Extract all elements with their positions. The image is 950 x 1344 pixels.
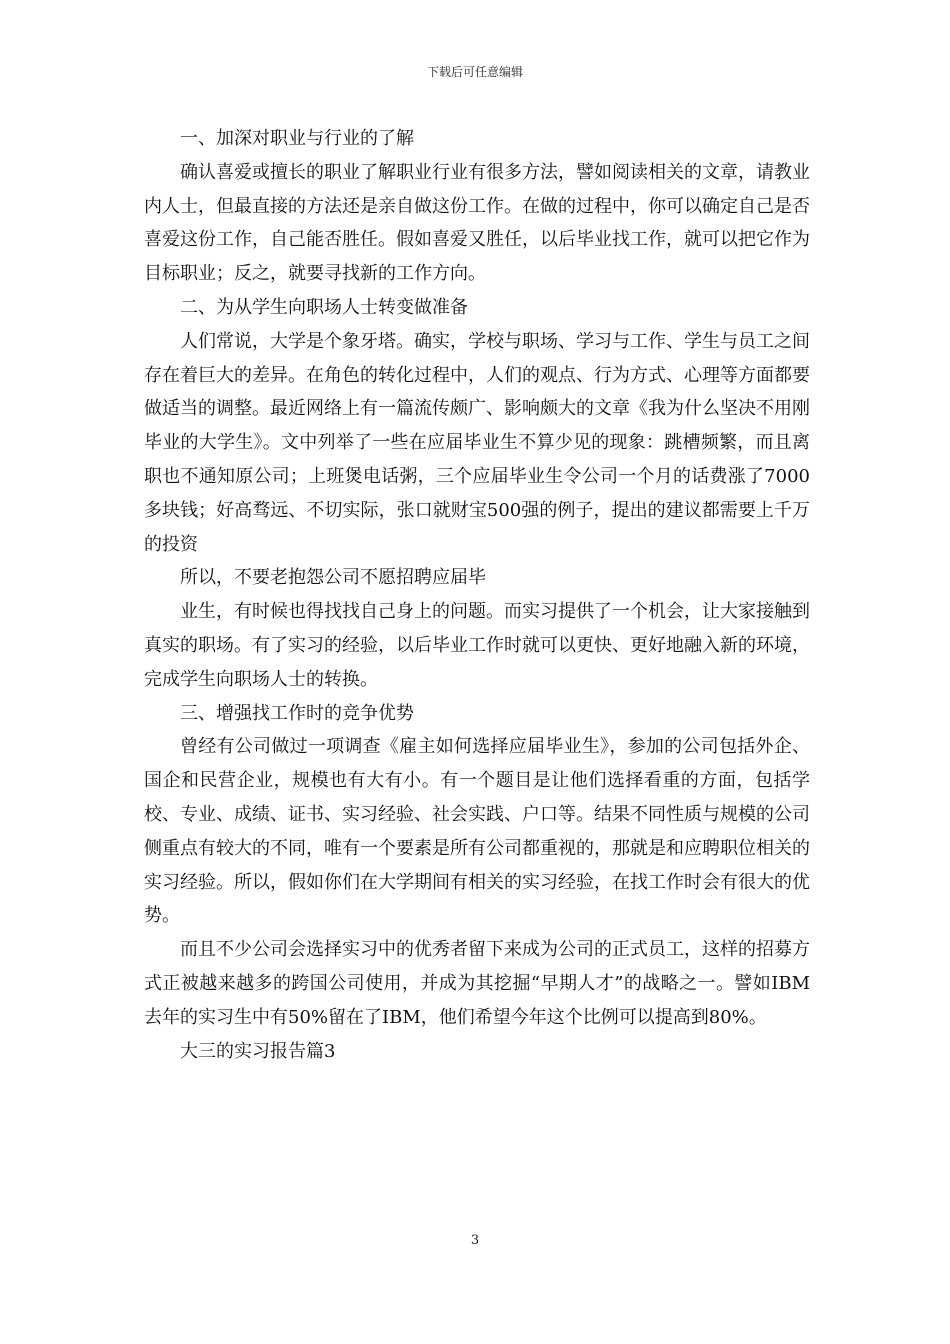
body-paragraph: 业生，有时候也得找找自己身上的问题。而实习提供了一个机会，让大家接触到真实的职场。有了实习的经验，以后毕业工作时就可以更快、更好地融入新的环境，完成学生向职场人士的转换。 bbox=[144, 601, 810, 690]
heading-section-3: 三、增强找工作时的竞争优势 bbox=[180, 702, 414, 724]
page-header: 下载后可任意编辑 bbox=[426, 65, 523, 79]
report-title-part-3: 大三的实习报告篇3 bbox=[180, 1040, 336, 1062]
document-body bbox=[144, 122, 810, 1068]
body-paragraph: 人们常说，大学是个象牙塔。确实，学校与职场、学习与工作、学生与员工之间存在着巨大的差异。在角色的转化过程中，人们的观点、行为方式、心理等方面都要做适当的调整。最近网络上有一篇流传颇广、影响颇大的文章《我为什么坚决不用刚毕业的大学生》。文中列举了一些在应届毕业生不算少见的现象：跳槽频繁，而且离职也不通知原公司；上班煲电话粥，三个应届毕业生令公司一个月的话费涨了7000多块钱；好高骛远、不切实际，张口就财宝500强的例子，提出的建议都需要上千万的投资 bbox=[144, 330, 810, 555]
body-paragraph: 所以，不要老抱怨公司不愿招聘应届毕 bbox=[180, 567, 486, 589]
heading-section-2: 二、为从学生向职场人士转变做准备 bbox=[180, 296, 468, 318]
heading-section-1: 一、加深对职业与行业的了解 bbox=[180, 128, 414, 149]
body-paragraph: 曾经有公司做过一项调查《雇主如何选择应届毕业生》，参加的公司包括外企、国企和民营企业，规模也有大有小。有一个题目是让他们选择看重的方面，包括学校、专业、成绩、证书、实习经验、社会实践、户口等。结果不同性质与规模的公司侧重点有较大的不同，唯有一个要素是所有公司都重视的，那就是和应聘职位相关的实习经验。所以，假如你们在大学期间有相关的实习经验，在找工作时会有很大的优势。 bbox=[144, 736, 810, 927]
page-number: 3 bbox=[470, 1233, 480, 1248]
body-paragraph: 而且不少公司会选择实习中的优秀者留下来成为公司的正式员工，这样的招募方式正被越来越多的跨国公司使用，并成为其挖掘“早期人才”的战略之一。譬如IBM去年的实习生中有50%留在了IBM，他们希望今年这个比例可以提高到80%。 bbox=[144, 939, 810, 1028]
body-paragraph: 确认喜爱或擅长的职业了解职业行业有很多方法，譬如阅读相关的文章，请教业内人士，但最直接的方法还是亲自做这份工作。在做的过程中，你可以确定自己是否喜爱这份工作，自己能否胜任。假如喜爱又胜任，以后毕业找工作，就可以把它作为目标职业；反之，就要寻找新的工作方向。 bbox=[144, 161, 810, 285]
